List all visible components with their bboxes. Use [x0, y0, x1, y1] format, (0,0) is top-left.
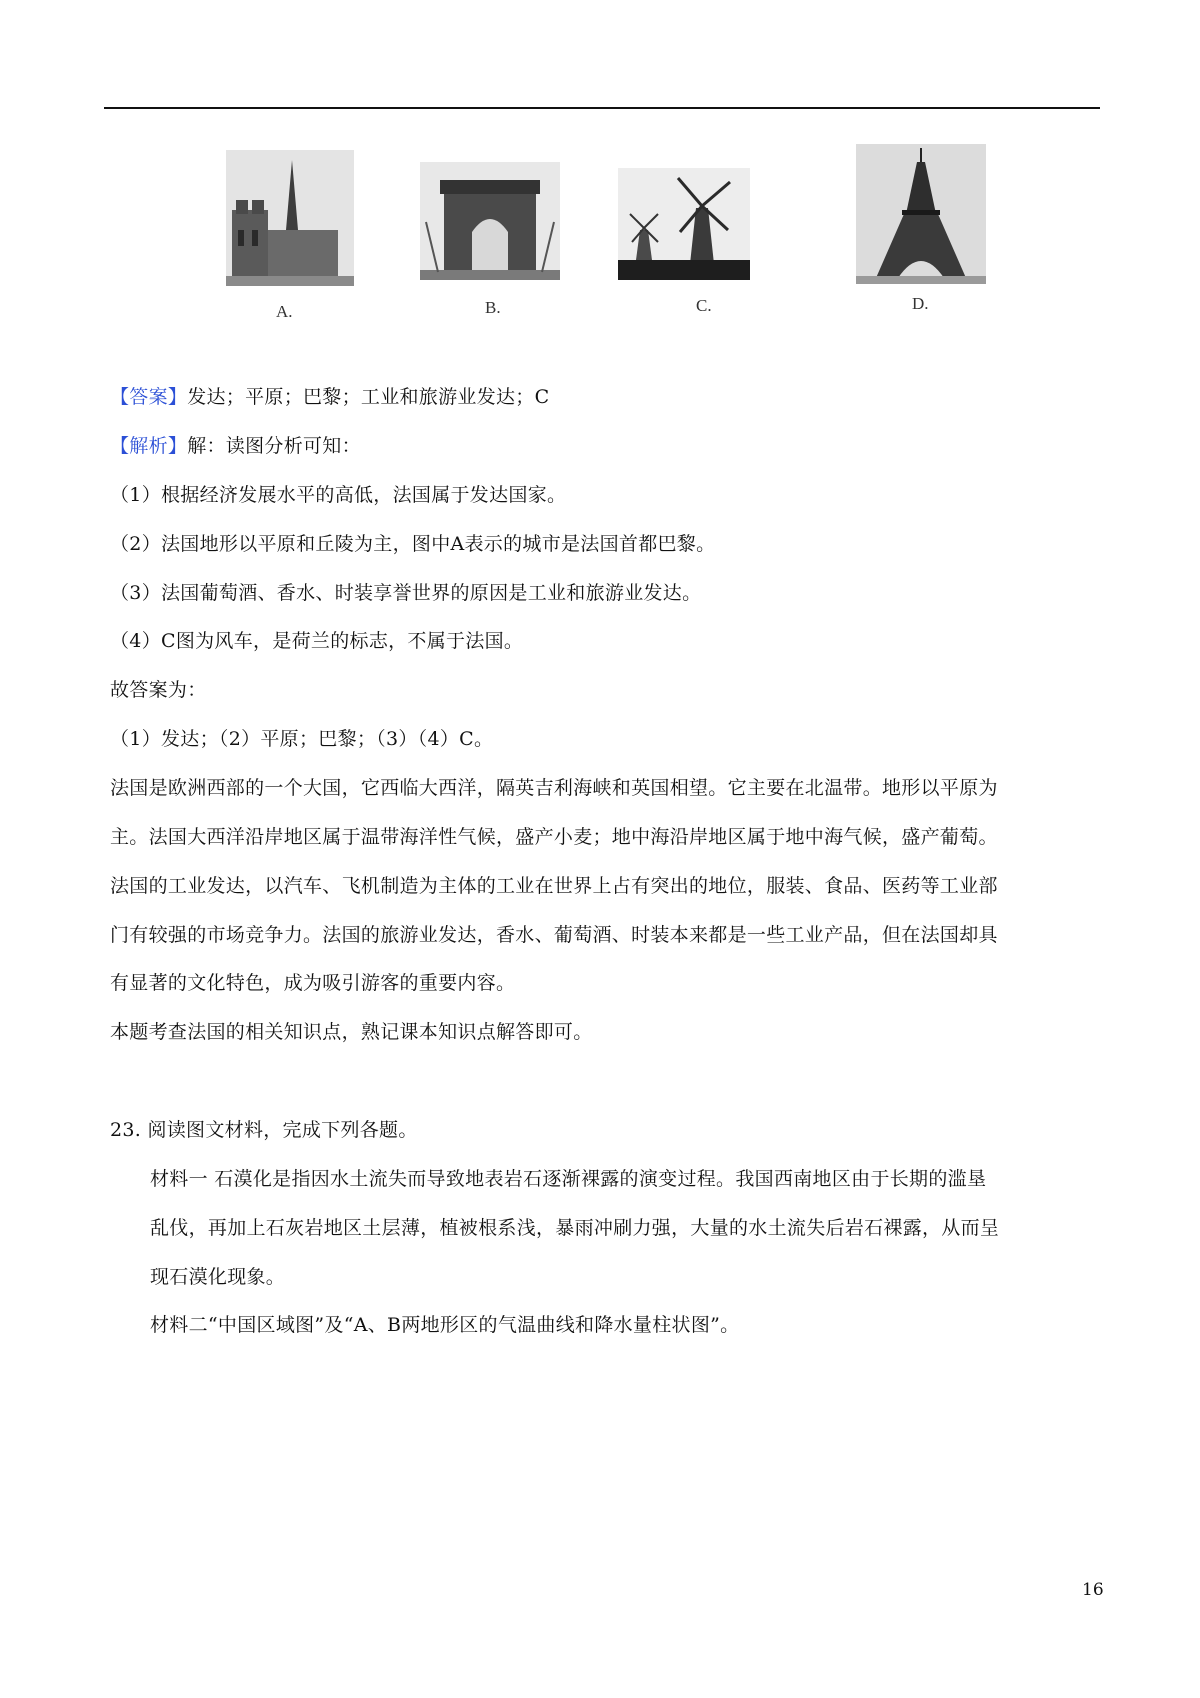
answer-tag: 【答案】: [110, 386, 188, 408]
paragraph-line-1: 法国是欧洲西部的一个大国，它西临大西洋，隔英吉利海峡和英国相望。它主要在北温带。地形以平原为: [110, 777, 998, 799]
conclusion-text: （1）发达；（2）平原；巴黎；（3）（4）C。: [110, 728, 494, 750]
material-1-line-2: 乱伐，再加上石灰岩地区土层薄，植被根系浅，暴雨冲刷力强，大量的水土流失后岩石裸露，从而呈: [150, 1217, 1000, 1239]
analysis-line: [110, 433, 361, 459]
notre-dame-image: [226, 150, 354, 286]
conclusion-label: 故答案为：: [110, 679, 207, 701]
eiffel-tower-image: [856, 144, 986, 284]
figure-label-a: A.: [276, 302, 293, 321]
analysis-tag: 【解析】: [110, 435, 188, 457]
figure-label-d: D.: [912, 294, 929, 313]
material-1-line-1: 材料一 石漠化是指因水土流失而导致地表岩石逐渐裸露的演变过程。我国西南地区由于长期的滥垦: [150, 1168, 987, 1190]
header-rule: [104, 107, 1100, 109]
analysis-item-2: （2）法国地形以平原和丘陵为主，图中A表示的城市是法国首都巴黎。: [110, 533, 716, 555]
analysis-item-4: （4）C图为风车，是荷兰的标志，不属于法国。: [110, 630, 524, 652]
answer-line: [110, 384, 549, 410]
figure-label-b: B.: [485, 298, 501, 317]
analysis-item-3: （3）法国葡萄酒、香水、时装享誉世界的原因是工业和旅游业发达。: [110, 582, 702, 604]
windmill-image: [618, 168, 750, 280]
paragraph-line-2: 主。法国大西洋沿岸地区属于温带海洋性气候，盛产小麦；地中海沿岸地区属于地中海气候，盛产葡萄。: [110, 826, 998, 848]
page-number: 16: [1082, 1580, 1104, 1600]
analysis-lead: 解：读图分析可知：: [187, 435, 361, 457]
summary-line: 本题考查法国的相关知识点，熟记课本知识点解答即可。: [110, 1021, 593, 1043]
paragraph-line-4: 门有较强的市场竞争力。法国的旅游业发达，香水、葡萄酒、时装本来都是一些工业产品，但在法国却具: [110, 924, 998, 946]
question-23-title: 23. 阅读图文材料，完成下列各题。: [110, 1119, 418, 1141]
paragraph-line-5: 有显著的文化特色，成为吸引游客的重要内容。: [110, 972, 516, 994]
paragraph-line-3: 法国的工业发达，以汽车、飞机制造为主体的工业在世界上占有突出的地位，服装、食品、医药等工业部: [110, 875, 998, 897]
figure-label-c: C.: [696, 296, 712, 315]
material-1-line-3: 现石漠化现象。: [150, 1266, 286, 1288]
material-2-line: 材料二“中国区域图”及“A、B两地形区的气温曲线和降水量柱状图”。: [150, 1314, 740, 1336]
answer-text: 发达；平原；巴黎；工业和旅游业发达；C: [187, 386, 550, 408]
analysis-item-1: （1）根据经济发展水平的高低，法国属于发达国家。: [110, 484, 567, 506]
arc-de-triomphe-image: [420, 162, 560, 280]
